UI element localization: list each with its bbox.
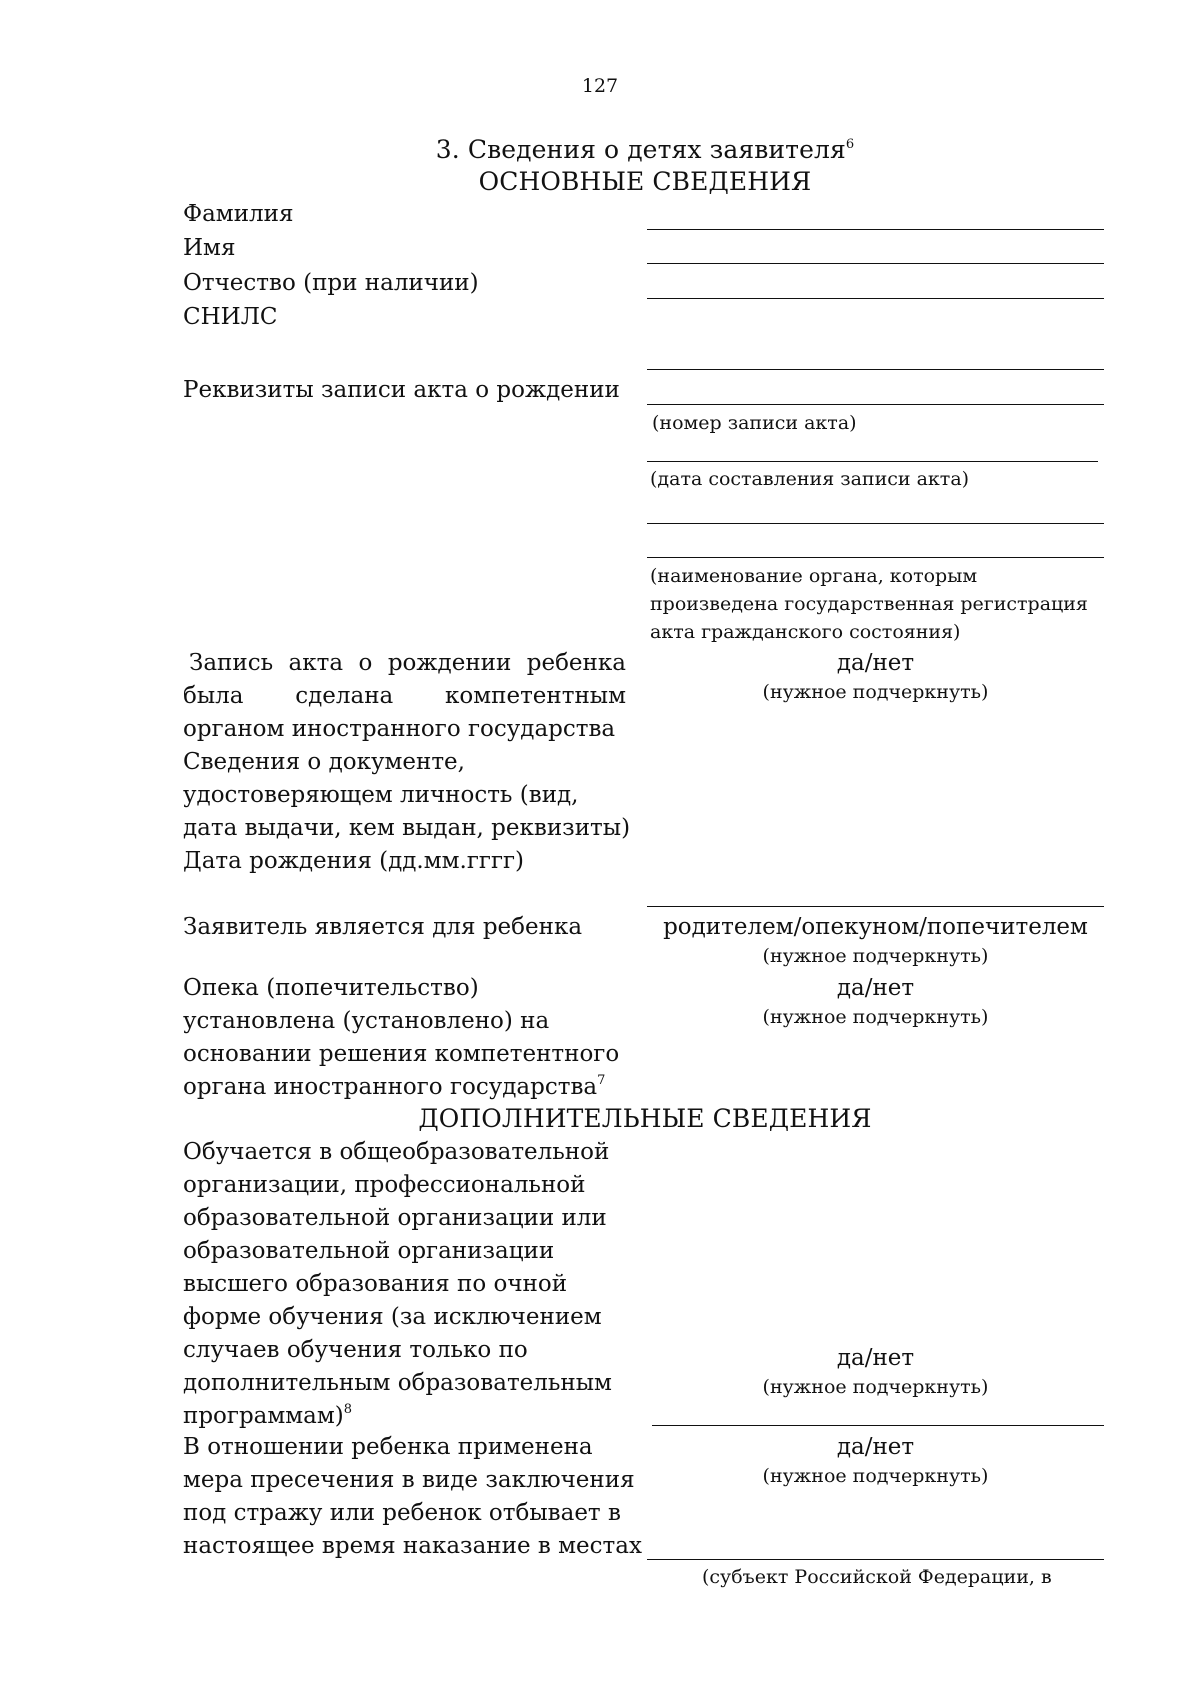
footnote-6: 6 xyxy=(845,137,855,152)
foreign-record-word: о xyxy=(358,650,373,676)
name-field[interactable] xyxy=(647,263,1104,264)
education-line-2: организации, профессиональной xyxy=(183,1172,586,1198)
foreign-record-word: акта xyxy=(288,650,344,676)
birth-date-field[interactable] xyxy=(647,906,1104,907)
education-hint: (нужное подчеркнуть) xyxy=(762,1376,989,1398)
footnote-7: 7 xyxy=(597,1073,606,1088)
guardianship-line-4 xyxy=(183,1071,605,1103)
guardianship-hint: (нужное подчеркнуть) xyxy=(762,1006,989,1028)
birth-date-label: Дата рождения (дд.мм.гггг) xyxy=(183,848,525,874)
guardianship-line-1: Опека (попечительство) xyxy=(183,975,479,1001)
education-line-3: образовательной организации или xyxy=(183,1205,607,1231)
education-line-6: форме обучения (за исключением xyxy=(183,1304,602,1330)
region-caption: (субъект Российской Федерации, в xyxy=(702,1566,1052,1588)
detention-yes-no[interactable]: да/нет xyxy=(836,1434,915,1460)
record-date-field[interactable] xyxy=(647,461,1098,462)
education-line-9 xyxy=(183,1400,352,1432)
page-number: 127 xyxy=(581,75,619,97)
education-line-7: случаев обучения только по xyxy=(183,1337,528,1363)
patronymic-field[interactable] xyxy=(647,298,1104,299)
education-line-5: высшего образования по очной xyxy=(183,1271,568,1297)
detention-line-2: мера пресечения в виде заключения xyxy=(183,1467,635,1493)
birth-record-label: Реквизиты записи акта о рождении xyxy=(183,377,620,403)
education-line-8: дополнительным образовательным xyxy=(183,1370,612,1396)
foreign-record-word: ребенка xyxy=(526,650,626,676)
education-line-1: Обучается в общеобразовательной xyxy=(183,1139,610,1165)
detention-line-4: настоящее время наказание в местах xyxy=(183,1533,642,1559)
applicant-relation-hint: (нужное подчеркнуть) xyxy=(762,945,989,967)
snils-field[interactable] xyxy=(647,369,1104,370)
registry-body-caption-1: (наименование органа, которым xyxy=(650,565,978,587)
identity-doc-line-3: дата выдачи, кем выдан, реквизиты) xyxy=(183,815,631,841)
foreign-record-line-3: органом иностранного государства xyxy=(183,716,616,742)
record-date-caption: (дата составления записи акта) xyxy=(650,468,970,490)
section-title xyxy=(300,134,990,166)
foreign-record-word: сделана xyxy=(295,683,394,709)
identity-doc-line-1: Сведения о документе, xyxy=(183,749,465,775)
foreign-record-word: была xyxy=(183,683,244,709)
education-field[interactable] xyxy=(652,1425,1104,1426)
detention-hint: (нужное подчеркнуть) xyxy=(762,1465,989,1487)
education-yes-no[interactable]: да/нет xyxy=(836,1345,915,1371)
guardianship-line-3: основании решения компетентного xyxy=(183,1041,620,1067)
foreign-record-line-2 xyxy=(183,680,626,712)
foreign-record-word: Запись xyxy=(189,650,274,676)
registry-body-caption-3: акта гражданского состояния) xyxy=(650,621,961,643)
name-label: Имя xyxy=(183,235,236,261)
foreign-record-line-1 xyxy=(189,647,626,679)
registry-body-field-1[interactable] xyxy=(647,523,1104,524)
applicant-relation-options[interactable]: родителем/опекуном/попечителем xyxy=(663,914,1088,940)
applicant-relation-label: Заявитель является для ребенка xyxy=(183,914,583,940)
registry-body-field-2[interactable] xyxy=(647,557,1104,558)
additional-info-heading: ДОПОЛНИТЕЛЬНЫЕ СВЕДЕНИЯ xyxy=(418,1104,872,1133)
record-number-field[interactable] xyxy=(647,404,1104,405)
registry-body-caption-2: произведена государственная регистрация xyxy=(650,593,1088,615)
surname-field[interactable] xyxy=(647,229,1104,230)
guardianship-yes-no[interactable]: да/нет xyxy=(836,975,915,1001)
guardianship-line-2: установлена (установлено) на xyxy=(183,1008,550,1034)
foreign-record-hint: (нужное подчеркнуть) xyxy=(762,681,989,703)
patronymic-label: Отчество (при наличии) xyxy=(183,270,479,296)
surname-label: Фамилия xyxy=(183,201,294,227)
region-field[interactable] xyxy=(647,1559,1104,1560)
identity-doc-line-2: удостоверяющем личность (вид, xyxy=(183,782,579,808)
education-line-4: образовательной организации xyxy=(183,1238,555,1264)
snils-label: СНИЛС xyxy=(183,304,278,330)
record-number-caption: (номер записи акта) xyxy=(652,412,857,434)
detention-line-1: В отношении ребенка применена xyxy=(183,1434,593,1460)
basic-info-heading: ОСНОВНЫЕ СВЕДЕНИЯ xyxy=(478,167,812,196)
foreign-record-word: рождении xyxy=(387,650,512,676)
detention-line-3: под стражу или ребенок отбывает в xyxy=(183,1500,621,1526)
guardianship-line-4-text: органа иностранного государства xyxy=(183,1074,598,1100)
foreign-record-word: компетентным xyxy=(445,683,626,709)
foreign-record-yes-no[interactable]: да/нет xyxy=(836,650,915,676)
section-title-text: 3. Сведения о детях заявителя xyxy=(435,135,846,164)
footnote-8: 8 xyxy=(343,1402,353,1417)
education-line-9-text: программам) xyxy=(183,1403,344,1429)
